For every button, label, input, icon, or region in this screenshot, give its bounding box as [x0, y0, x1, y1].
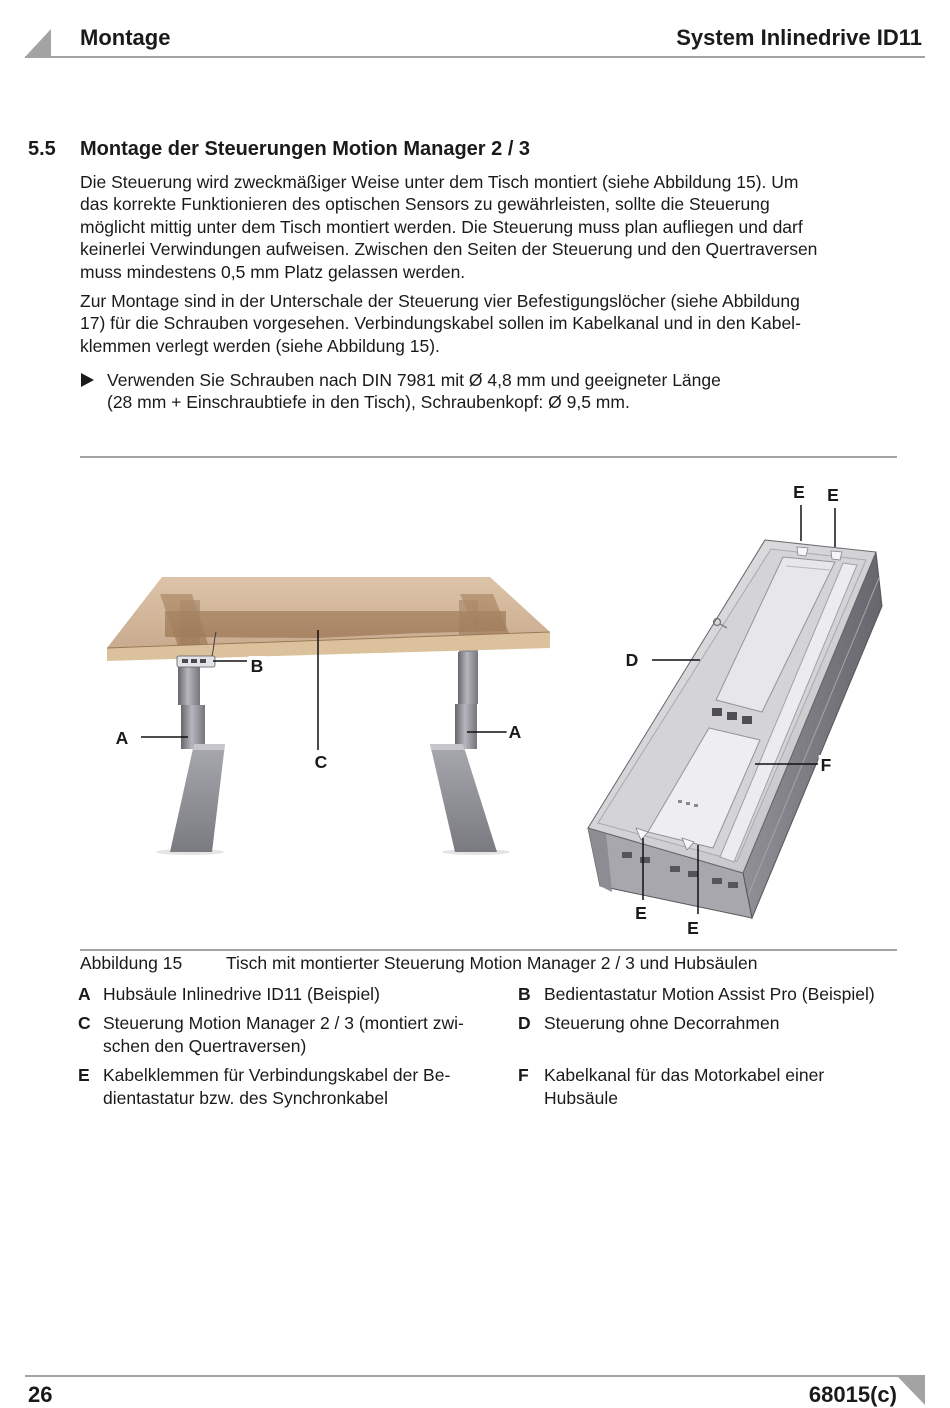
legend-item-d: [518, 1012, 898, 1057]
legend-text: [544, 983, 875, 1005]
instruction-line: Verwenden Sie Schrauben nach DIN 7981 mit Ø 4,8 mm und geeigneter Länge: [107, 370, 721, 390]
footer-corner-triangle: [897, 1375, 925, 1406]
triangle-right-icon: [81, 373, 94, 387]
header-chapter: Montage: [80, 25, 171, 50]
paragraph-line: klemmen verlegt werden (siehe Abbildung 15).: [80, 335, 440, 356]
header-corner-triangle: [25, 28, 52, 58]
footer-rule: [25, 1375, 925, 1377]
callout-e-clip-top-1: E: [793, 482, 805, 502]
legend-item-b: [518, 983, 898, 1005]
callout-e-clip-bottom-2: E: [687, 918, 699, 938]
callout-c-controller-mounted: C: [314, 752, 328, 772]
figure-bottom-rule: [80, 949, 897, 951]
table-photo: [107, 577, 550, 855]
legend-text: [103, 1064, 450, 1109]
header-rule: [25, 56, 925, 58]
legend-line: Kabelkanal für das Motorkabel einer: [544, 1065, 825, 1086]
callout-e-clip-top-2: E: [827, 485, 839, 505]
section-title: Montage der Steuerungen Motion Manager 2 / 3: [80, 138, 531, 160]
legend-line: Steuerung Motion Manager 2 / 3 (montiert zwi-: [103, 1013, 464, 1034]
legend-line: dientastatur bzw. des Synchronkabel: [103, 1087, 389, 1108]
legend-key: B: [518, 984, 531, 1004]
legend-item-f: [518, 1064, 898, 1109]
controller-photo: [580, 537, 882, 922]
paragraph-line: keinerlei Verwindungen aufweisen. Zwischen den Seiten der Steuerung und den Quertraversen: [80, 239, 818, 260]
legend-item-c: [78, 1012, 518, 1057]
legend-text: [103, 1012, 464, 1057]
legend-key: F: [518, 1065, 529, 1086]
paragraph-1: [80, 171, 817, 283]
callout-e-clip-bottom-1: E: [635, 903, 647, 923]
legend-line: Hubsäule Inlinedrive ID11 (Beispiel): [103, 984, 380, 1004]
legend-key: C: [78, 1013, 91, 1034]
legend-line: Bedientastatur Motion Assist Pro (Beispiel): [544, 984, 875, 1004]
figure-legend: [78, 983, 898, 1109]
legend-text: [103, 983, 380, 1005]
legend-line: Steuerung ohne Decorrahmen: [544, 1013, 780, 1034]
header-product: System Inlinedrive ID11: [676, 25, 922, 50]
legend-key: E: [78, 1065, 90, 1086]
legend-item-e: [78, 1064, 518, 1109]
legend-text: [544, 1012, 779, 1057]
legend-key: A: [78, 984, 91, 1004]
legend-line: schen den Quertraversen): [103, 1035, 307, 1056]
callout-d-controller: D: [625, 650, 639, 670]
figure-caption-text: Tisch mit montierter Steuerung Motion Manager 2 / 3 und Hubsäulen: [226, 953, 758, 973]
paragraph-line: möglicht mittig unter dem Tisch montiert werden. Die Steuerung muss plan aufliegen und darf: [80, 216, 803, 237]
callout-a-leg-right: A: [508, 722, 522, 742]
figure-caption-label: Abbildung 15: [80, 953, 183, 973]
paragraph-2: [80, 290, 801, 357]
instruction-text: [107, 369, 721, 414]
paragraph-line: Zur Montage sind in der Unterschale der Steuerung vier Befestigungslöcher (siehe Abbildung: [80, 291, 800, 311]
legend-item-a: [78, 983, 518, 1005]
page-number: 26: [28, 1382, 53, 1407]
section-number: 5.5: [28, 138, 56, 160]
paragraph-line: das korrekte Funktionieren des optischen Sensors zu gewährleisten, sollte die Steuerung: [80, 194, 770, 215]
legend-text: [544, 1064, 824, 1109]
figure-top-rule: [80, 456, 897, 458]
callout-f-cable-channel: F: [820, 755, 832, 775]
instruction-line: (28 mm + Einschraubtiefe in den Tisch), Schraubenkopf: Ø 9,5 mm.: [107, 392, 630, 413]
paragraph-line: muss mindestens 0,5 mm Platz gelassen werden.: [80, 261, 466, 282]
legend-line: Kabelklemmen für Verbindungskabel der Be-: [103, 1065, 451, 1086]
legend-key: D: [518, 1013, 531, 1034]
paragraph-line: 17) für die Schrauben vorgesehen. Verbindungskabel sollen im Kabelkanal und in den Kabel-: [80, 313, 801, 334]
legend-line: Hubsäule: [544, 1087, 618, 1108]
document-id: 68015(c): [808, 1382, 897, 1407]
callout-b-keypad: B: [250, 656, 264, 676]
paragraph-line: Die Steuerung wird zweckmäßiger Weise unter dem Tisch montiert (siehe Abbildung 15). Um: [80, 172, 799, 192]
figure-artwork: [80, 470, 897, 945]
callout-a-leg-left: A: [115, 728, 129, 748]
